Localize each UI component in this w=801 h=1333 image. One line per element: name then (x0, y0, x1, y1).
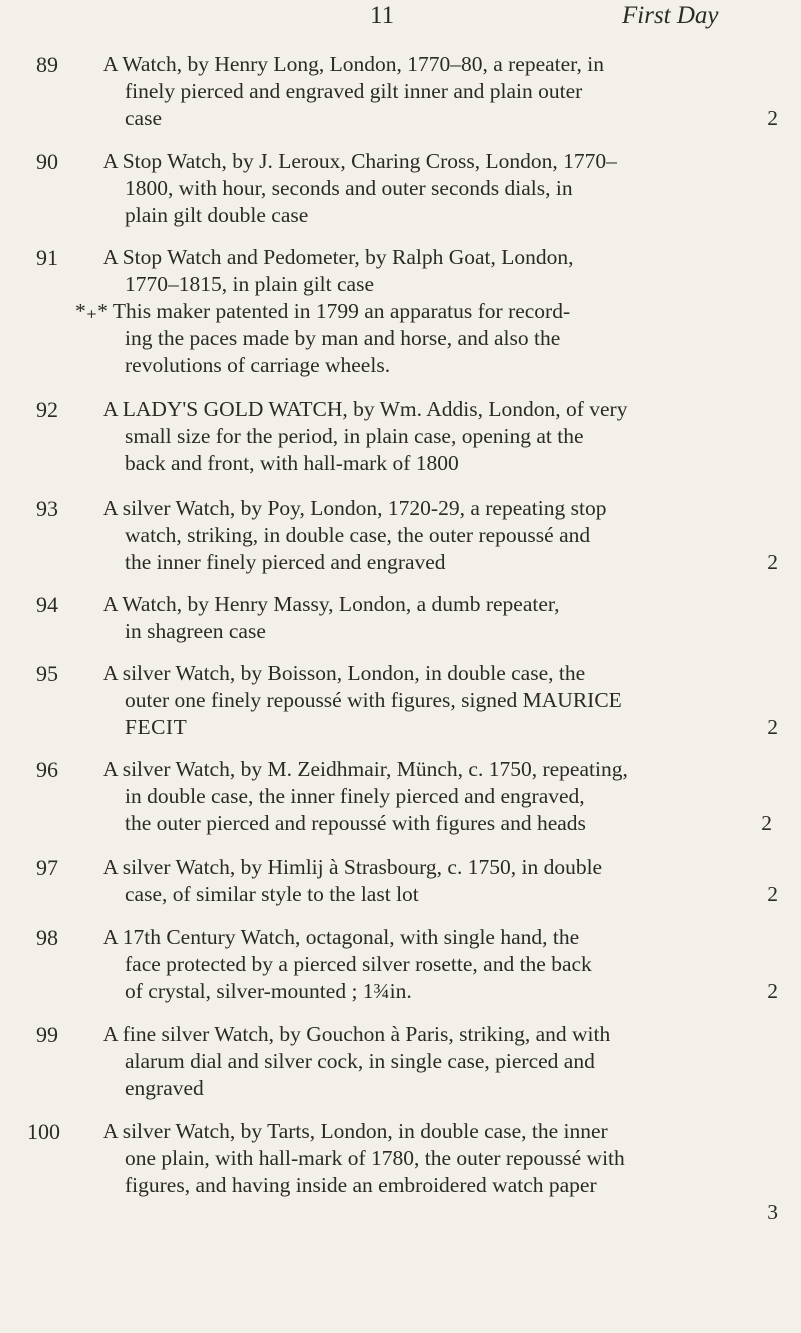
lot-estimate: 2 (761, 811, 772, 835)
lot-line: A fine silver Watch, by Gouchon à Paris, striking, and with (103, 1022, 611, 1046)
lot-line: back and front, with hall-mark of 1800 (125, 451, 459, 475)
lot-line: A Stop Watch, by J. Leroux, Charing Cross, London, 1770– (103, 149, 617, 173)
lot-line: face protected by a pierced silver rosette, and the back (125, 952, 592, 976)
lot-number: 89 (36, 52, 58, 77)
lot-description (103, 660, 778, 741)
lot-line: outer one finely repoussé with figures, signed MAURICE (125, 688, 622, 712)
lot-line: the outer pierced and repoussé with figures and heads (125, 811, 586, 835)
lot-estimate: 3 (767, 1200, 778, 1224)
lot-line: A silver Watch, by M. Zeidhmair, Münch, c. 1750, repeating, (103, 757, 628, 781)
lot-line: A Watch, by Henry Long, London, 1770–80, a repeater, in (103, 52, 604, 76)
lot-line: A Watch, by Henry Massy, London, a dumb repeater, (103, 592, 560, 616)
page-number: 11 (370, 2, 395, 29)
lot-number: 90 (36, 149, 58, 174)
lot-line: A LADY'S GOLD WATCH, by Wm. Addis, London, of very (103, 397, 628, 421)
lot-description (103, 591, 778, 645)
lot-line: A silver Watch, by Poy, London, 1720-29, a repeating stop (103, 496, 607, 520)
lot-line: A silver Watch, by Boisson, London, in double case, the (103, 661, 586, 685)
lot-line: FECIT (125, 715, 188, 739)
lot-line: engraved (125, 1076, 204, 1100)
lot-line: 1800, with hour, seconds and outer seconds dials, in (125, 176, 573, 200)
lot-description (103, 1118, 778, 1226)
lot-description (103, 148, 778, 229)
lot-description (103, 924, 778, 1005)
lot-line: A silver Watch, by Tarts, London, in double case, the inner (103, 1119, 608, 1143)
lot-note-line: revolutions of carriage wheels. (125, 353, 391, 377)
lot-description (103, 51, 778, 132)
lot-line: A Stop Watch and Pedometer, by Ralph Goat, London, (103, 245, 574, 269)
lot-note-line: *₊* This maker patented in 1799 an apparatus for record- (75, 299, 571, 323)
lot-number: 94 (36, 592, 58, 617)
lot-number: 95 (36, 661, 58, 686)
lot-line: alarum dial and silver cock, in single case, pierced and (125, 1049, 595, 1073)
lot-line: small size for the period, in plain case, opening at the (125, 424, 584, 448)
lot-line: A 17th Century Watch, octagonal, with single hand, the (103, 925, 580, 949)
lot-line: in shagreen case (125, 619, 266, 643)
lot-estimate: 2 (767, 715, 778, 739)
lot-line: watch, striking, in double case, the outer repoussé and (125, 523, 591, 547)
lot-line: figures, and having inside an embroidered watch paper (125, 1173, 597, 1197)
lot-line: finely pierced and engraved gilt inner and plain outer (125, 79, 583, 103)
lot-line: the inner finely pierced and engraved (125, 550, 446, 574)
lot-number: 98 (36, 925, 58, 950)
lot-line: A silver Watch, by Himlij à Strasbourg, c. 1750, in double (103, 855, 603, 879)
lot-line: plain gilt double case (125, 203, 309, 227)
lot-line: case (125, 106, 162, 130)
lot-line: of crystal, silver-mounted ; 1¾in. (125, 979, 412, 1003)
lot-line: one plain, with hall-mark of 1780, the outer repoussé with (125, 1146, 625, 1170)
lot-description (103, 495, 778, 576)
page-header (0, 0, 801, 40)
lot-number: 92 (36, 397, 58, 422)
lot-estimate: 2 (767, 979, 778, 1003)
lot-number: 93 (36, 496, 58, 521)
lot-line: in double case, the inner finely pierced and engraved, (125, 784, 585, 808)
lot-number: 100 (27, 1119, 60, 1144)
lot-note-line: ing the paces made by man and horse, and also the (125, 326, 561, 350)
running-title: First Day (622, 2, 719, 29)
lot-estimate: 2 (767, 106, 778, 130)
lot-description (103, 1021, 778, 1102)
lot-line: 1770–1815, in plain gilt case (125, 272, 375, 296)
lot-number: 91 (36, 245, 58, 270)
lot-estimate: 2 (767, 550, 778, 574)
lot-description (75, 244, 778, 379)
lot-estimate: 2 (767, 882, 778, 906)
lot-number: 99 (36, 1022, 58, 1047)
lot-number: 97 (36, 855, 58, 880)
lot-description (103, 396, 778, 477)
lot-description (103, 854, 778, 908)
lot-description (103, 756, 778, 837)
lot-number: 96 (36, 757, 58, 782)
lot-line: case, of similar style to the last lot (125, 882, 419, 906)
